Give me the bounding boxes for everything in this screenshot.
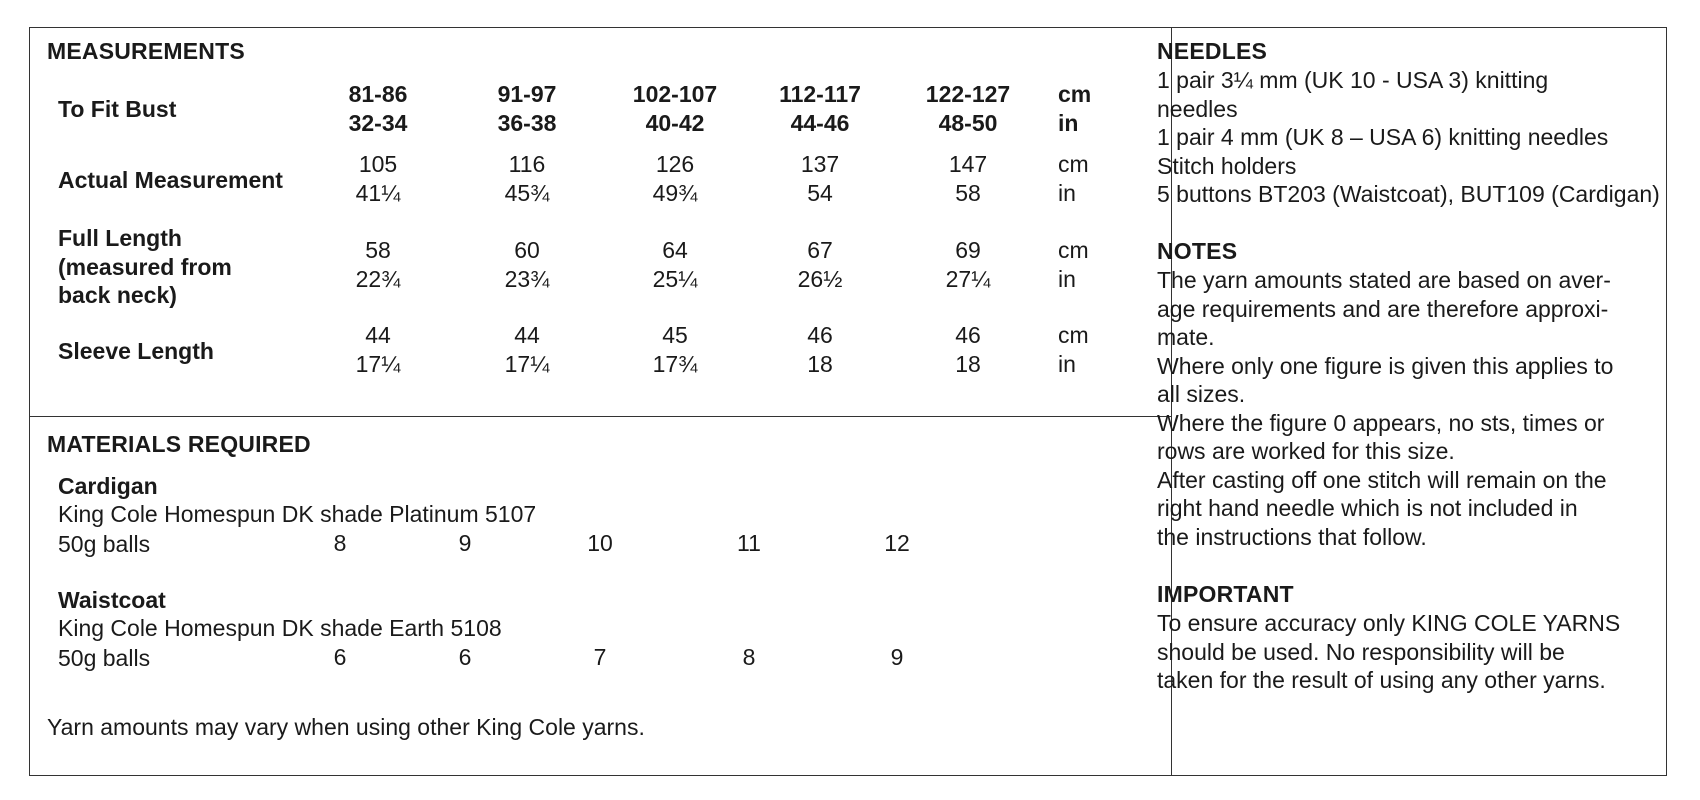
important-line: To ensure accuracy only KING COLE YARNS: [1157, 610, 1621, 636]
size-value-cm: 91-97: [497, 81, 557, 107]
unit-label: cm: [1058, 81, 1092, 107]
notes-line: age requirements and are therefore approxi-: [1157, 295, 1609, 322]
row-label: (measured from: [58, 253, 232, 280]
size-value-cm: 105: [358, 151, 398, 177]
size-value-in: 40-42: [645, 109, 705, 136]
size-value-cm: 137: [800, 151, 840, 177]
row-label: Sleeve Length: [58, 338, 214, 364]
notes-line: rows are worked for this size.: [1157, 438, 1455, 464]
notes-heading: NOTES: [1157, 238, 1238, 264]
measurements-heading: MEASUREMENTS: [47, 38, 245, 64]
notes-line: mate.: [1157, 324, 1215, 350]
ball-quantity: 7: [593, 644, 607, 670]
ball-quantity: 11: [737, 530, 761, 556]
section-divider: [30, 416, 1171, 417]
needles-line: 5 buttons BT203 (Waistcoat), BUT109 (Cardigan): [1157, 181, 1660, 207]
unit-label: in: [1058, 179, 1076, 206]
unit-label: cm: [1058, 322, 1089, 348]
needles-section: [1157, 38, 1660, 209]
important-section: [1157, 581, 1657, 695]
size-value-cm: 64: [662, 237, 688, 263]
cardigan-unit: 50g balls: [58, 531, 151, 557]
size-value-cm: 102-107: [632, 81, 718, 107]
row-label: Full Length: [58, 225, 182, 251]
cardigan-yarn: King Cole Homespun DK shade Platinum 5107: [58, 501, 537, 527]
size-value-in: 25¼: [652, 265, 698, 292]
size-value-cm: 81-86: [348, 81, 408, 107]
ball-quantity: 9: [458, 530, 472, 556]
needles-heading: NEEDLES: [1157, 38, 1268, 64]
notes-line: right hand needle which is not included in: [1157, 495, 1578, 521]
size-value-in: 23¾: [504, 265, 550, 292]
ball-quantity: 6: [458, 644, 472, 670]
waistcoat-title: Waistcoat: [58, 587, 166, 613]
notes-line: The yarn amounts stated are based on aver-: [1157, 267, 1611, 293]
size-value-in: 44-46: [790, 109, 850, 136]
waistcoat-unit: 50g balls: [58, 645, 151, 671]
notes-line: Where the figure 0 appears, no sts, times or: [1157, 409, 1605, 436]
ball-quantity: 8: [742, 644, 756, 670]
unit-label: in: [1058, 265, 1076, 292]
ball-quantity: 9: [890, 644, 904, 670]
important-line: should be used. No responsibility will be: [1157, 638, 1565, 665]
size-value-cm: 147: [948, 151, 988, 177]
needles-line: 1 pair 3¼ mm (UK 10 - USA 3) knitting: [1157, 67, 1549, 93]
size-value-in: 26½: [797, 265, 843, 292]
yarn-footnote: Yarn amounts may vary when using other King Cole yarns.: [47, 714, 645, 740]
size-value-in: 17¼: [504, 350, 550, 377]
size-value-cm: 69: [955, 237, 981, 263]
ball-quantity: 12: [884, 530, 910, 556]
size-value-in: 17¾: [652, 350, 698, 377]
unit-label: cm: [1058, 151, 1089, 177]
important-line: taken for the result of using any other yarns.: [1157, 667, 1606, 693]
waistcoat-yarn: King Cole Homespun DK shade Earth 5108: [58, 615, 502, 641]
size-value-cm: 116: [508, 151, 546, 177]
row-label: Actual Measurement: [58, 167, 283, 193]
materials-heading: MATERIALS REQUIRED: [47, 431, 311, 457]
size-value-in: 45¾: [504, 179, 550, 206]
size-value-cm: 112-117: [779, 81, 861, 107]
cardigan-title: Cardigan: [58, 473, 158, 499]
size-value-in: 22¾: [355, 265, 401, 292]
size-value-in: 49¾: [652, 179, 698, 206]
size-value-cm: 58: [365, 237, 391, 263]
needles-line: Stitch holders: [1157, 152, 1297, 179]
row-label: back neck): [58, 282, 177, 308]
unit-label: cm: [1058, 237, 1089, 263]
size-value-cm: 44: [365, 322, 391, 348]
notes-line: the instructions that follow.: [1157, 523, 1427, 550]
unit-label: in: [1058, 109, 1079, 136]
size-value-in: 32-34: [348, 109, 408, 136]
size-value-cm: 46: [955, 322, 981, 348]
notes-section: [1157, 238, 1657, 551]
size-value-in: 54: [807, 179, 833, 206]
size-value-in: 27¼: [945, 265, 991, 292]
notes-line: After casting off one stitch will remain on the: [1157, 466, 1607, 493]
size-value-cm: 122-127: [925, 81, 1011, 107]
needles-line: needles: [1157, 95, 1238, 122]
ball-quantity: 8: [333, 530, 347, 556]
size-value-in: 58: [955, 179, 981, 206]
size-value-in: 18: [807, 350, 833, 377]
size-value-cm: 44: [514, 322, 540, 348]
size-value-cm: 126: [655, 151, 695, 177]
important-heading: IMPORTANT: [1157, 581, 1294, 607]
needles-line: 1 pair 4 mm (UK 8 – USA 6) knitting needles: [1157, 124, 1609, 150]
ball-quantity: 6: [333, 644, 347, 670]
size-value-in: 36-38: [497, 109, 557, 136]
size-value-cm: 45: [662, 322, 688, 348]
row-label: To Fit Bust: [58, 96, 177, 122]
size-value-in: 41¼: [355, 179, 401, 206]
size-value-cm: 46: [807, 322, 833, 348]
size-value-in: 17¼: [355, 350, 401, 377]
unit-label: in: [1058, 350, 1076, 377]
size-value-cm: 60: [514, 237, 540, 263]
size-value-in: 48-50: [938, 109, 998, 136]
notes-line: Where only one figure is given this applies to: [1157, 352, 1614, 379]
size-value-cm: 67: [807, 237, 833, 263]
size-value-in: 18: [955, 350, 981, 377]
ball-quantity: 10: [587, 530, 613, 556]
notes-line: all sizes.: [1157, 381, 1246, 407]
